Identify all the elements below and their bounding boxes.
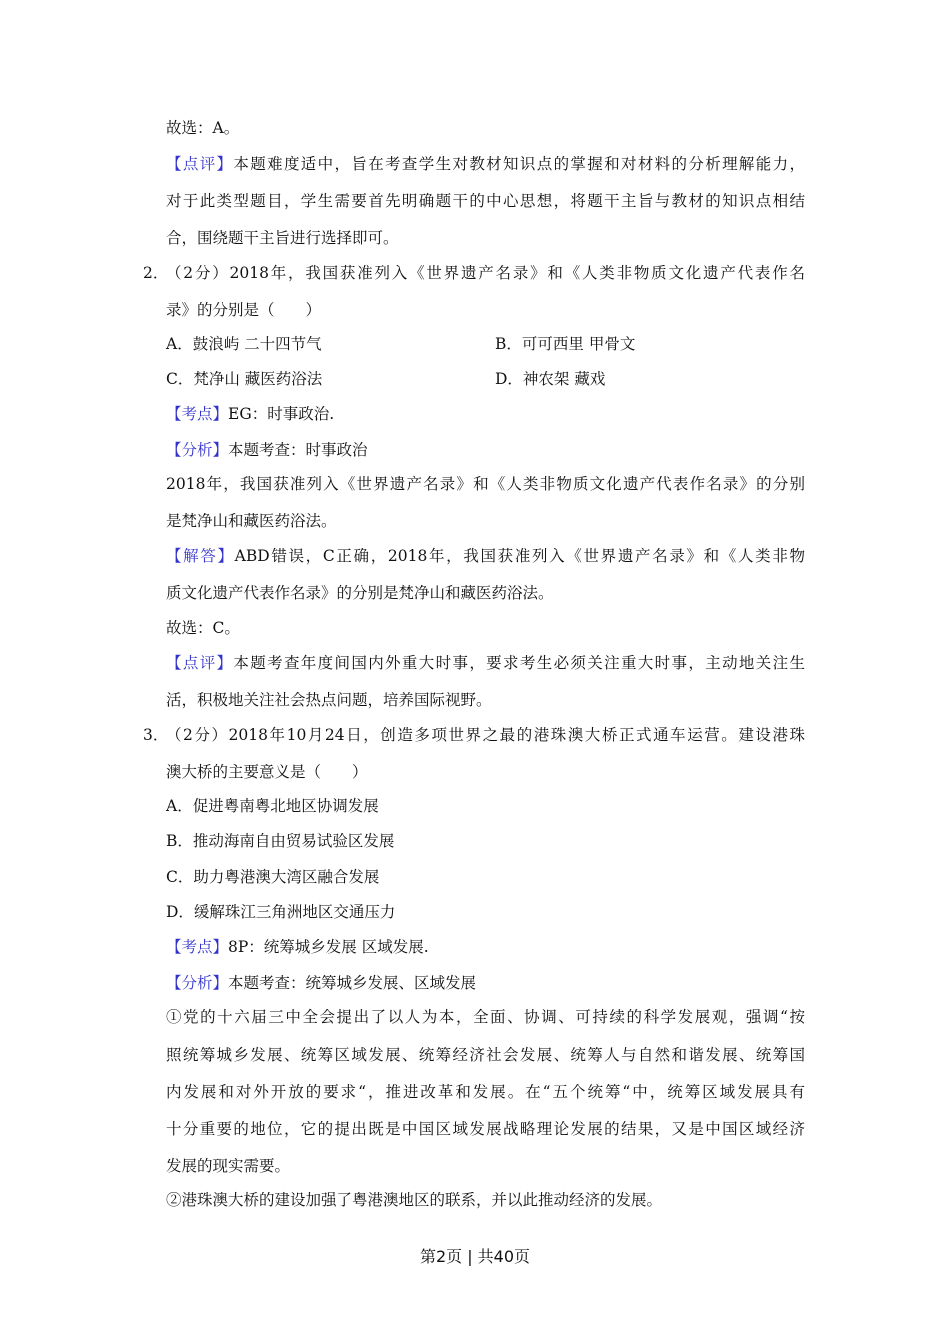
line-text: 合，围绕题干主旨进行选择即可。 [166, 229, 399, 247]
option-text: D．神农架 藏戏 [495, 370, 606, 388]
line-text: 照统筹城乡发展、统筹区域发展、统筹经济社会发展、统筹人与自然和谐发展、统筹国 [166, 1046, 805, 1064]
question-number: 2． [143, 264, 169, 282]
section-label: 【解答】 [166, 547, 235, 565]
line-text: EG：时事政治. [228, 405, 335, 423]
text-line [166, 118, 239, 138]
line-text: 录》的分别是（ ） [166, 301, 322, 319]
line-text: （2分）2018年，我国获准列入《世界遗产名录》和《人类非物质文化遗产代表作名 [166, 264, 805, 282]
line-text: 对于此类型题目，学生需要首先明确题干的中心思想，将题干主旨与教材的知识点相结 [166, 192, 805, 210]
line-text: ②港珠澳大桥的建设加强了粤港澳地区的联系，并以此推动经济的发展。 [166, 1191, 663, 1209]
line-text: D．缓解珠江三角洲地区交通压力 [166, 903, 396, 921]
section-label: 【分析】 [166, 974, 229, 992]
text-line [166, 334, 322, 354]
text-line [166, 867, 379, 887]
text-line [166, 690, 492, 710]
text-line [166, 511, 337, 531]
text-line [166, 300, 321, 320]
text-line [166, 973, 476, 993]
line-text: 本题难度适中，旨在考查学生对教材知识点的掌握和对材料的分析理解能力， [233, 155, 805, 173]
line-text: 本题考查：时事政治 [228, 441, 368, 459]
text-line [166, 263, 805, 283]
text-line [166, 474, 805, 494]
line-text: 2018年，我国获准列入《世界遗产名录》和《人类非物质文化遗产代表作名录》的分别 [166, 475, 805, 493]
text-line [166, 1156, 290, 1176]
option-text: C．梵净山 藏医药浴法 [166, 370, 323, 388]
page-footer: 第2页 | 共40页 [419, 1247, 531, 1266]
option-text: A．鼓浪屿 二十四节气 [166, 335, 322, 353]
line-text: 澳大桥的主要意义是（ ） [166, 763, 368, 781]
text-line [166, 618, 240, 638]
text-line [166, 937, 429, 957]
line-text: （2分）2018年10月24日，创造多项世界之最的港珠澳大桥正式通车运营。建设港珠 [166, 726, 805, 744]
text-line [166, 653, 805, 673]
text-line [166, 1082, 805, 1102]
text-line [166, 725, 805, 745]
question-number: 3． [143, 726, 169, 744]
line-text: 故选：A。 [166, 119, 240, 137]
line-text: 本题考查年度间国内外重大时事，要求考生必须关注重大时事，主动地关注生 [233, 654, 805, 672]
line-text: ABD错误，C正确，2018年，我国获准列入《世界遗产名录》和《人类非物 [234, 547, 805, 565]
section-label: 【点评】 [166, 654, 234, 672]
line-text: B．推动海南自由贸易试验区发展 [166, 832, 395, 850]
line-text: C．助力粤港澳大湾区融合发展 [166, 868, 380, 886]
text-line [166, 1045, 805, 1065]
text-line [166, 546, 805, 566]
text-line [166, 831, 394, 851]
line-text: 质文化遗产代表作名录》的分别是梵净山和藏医药浴法。 [166, 584, 554, 602]
text-line [166, 191, 805, 211]
text-line [166, 404, 334, 424]
section-label: 【考点】 [166, 405, 229, 423]
line-text: A．促进粤南粤北地区协调发展 [166, 797, 379, 815]
line-text: 8P：统筹城乡发展 区域发展. [228, 938, 429, 956]
text-line [166, 902, 395, 922]
text-line [166, 762, 368, 782]
line-text: 本题考查：统筹城乡发展、区域发展 [228, 974, 477, 992]
line-text: 活，积极地关注社会热点问题，培养国际视野。 [166, 691, 492, 709]
text-line [166, 369, 322, 389]
text-line [166, 440, 368, 460]
section-label: 【点评】 [166, 155, 234, 173]
text-line [166, 1119, 805, 1139]
section-label: 【分析】 [166, 441, 229, 459]
text-line [166, 228, 399, 248]
text-line [166, 154, 805, 174]
line-text: 是梵净山和藏医药浴法。 [166, 512, 337, 530]
text-line [166, 583, 554, 603]
text-line [166, 796, 379, 816]
line-text: 十分重要的地位，它的提出既是中国区域发展战略理论发展的结果，又是中国区域经济 [166, 1120, 805, 1138]
line-text: 内发展和对外开放的要求“，推进改革和发展。在“五个统筹“中，统筹区域发展具有 [166, 1083, 805, 1101]
line-text: ①党的十六届三中全会提出了以人为本，全面、协调、可持续的科学发展观，强调“按 [166, 1008, 805, 1026]
line-text: 故选：C。 [166, 619, 240, 637]
line-text: 发展的现实需要。 [166, 1157, 291, 1175]
text-line [166, 1190, 662, 1210]
text-line [166, 1007, 805, 1027]
section-label: 【考点】 [166, 938, 229, 956]
option-text: B．可可西里 甲骨文 [495, 335, 636, 353]
